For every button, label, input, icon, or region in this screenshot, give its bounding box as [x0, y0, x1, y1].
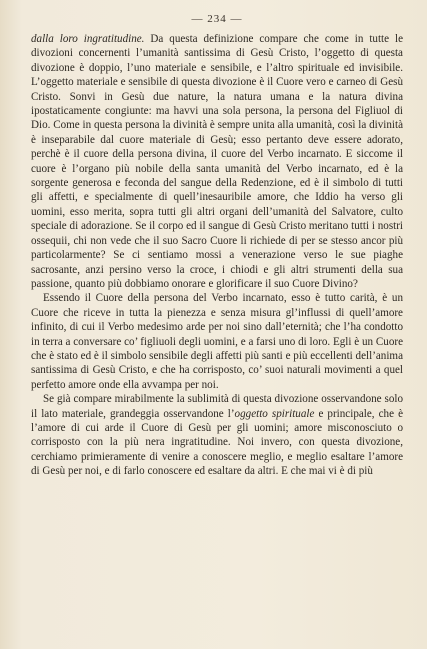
paragraph-1: [31, 32, 403, 291]
text-span: Essendo il Cuore della persona del Verbo incarnato, esso è tutto carità, è un Cuore che riceve in tutta la pienezza e senza misura gl’influssi di quell’amore infinito, di cui il Verbo medesimo arde per noi sino dall’eternità; che l’ha condotto in terra a conversare co’ figliuoli degli uomini, e a farsi uno di loro. Egli è un Cuore che è stato ed è il simbolo sensibile degli affetti più santi e più eccellenti dell’anima santissima di Gesù Cristo, e che ha corrisposto, co’ suoi naturali movimenti a quel perfetto amore onde ella avvampa per noi.: [31, 292, 403, 391]
page-number: — 234 —: [191, 13, 243, 25]
text-span: e principale, che è l’amore di cui arde il Cuore di Gesù per gli uomini; amore misconosciuto o corrisposto con la più nera ingratitudine. Noi invero, con questa divozione, cerchiamo primieramente di venire a conoscere meglio, e meglio esaltare l’amore di Gesù per noi, e di farlo conoscere ed esaltare da altri. E che mai vi è di più: [31, 407, 403, 478]
paragraph-2: [31, 291, 403, 392]
body-text: [31, 32, 403, 479]
text-span: dalla loro ingratitudine.: [31, 33, 145, 45]
paragraph-3: [31, 392, 403, 478]
text-span: Da questa definizione compare che come in tutte le divozioni concernenti l’umanità santissima di Gesù Cristo, l’oggetto di questa divozione è doppio, l’uno materiale e sensibile, e l’altro spirituale ed invisibile. L’oggetto materiale e sensibile di questa divozione è il Cuore vero e carneo di Gesù Cristo. Sonvi in Gesù due nature, la natura umana e la natura divina ipostaticamente congiunte: ma havvi una sola persona, la persona del Figliuol di Dio. Come in questa persona la divinità è sempre unita alla umanità, così la divinità è inseparabile dal cuore materiale di Gesù; esso pertanto deve essere adorato, perchè è il cuore della persona divina, il cuore del Verbo incarnato. E siccome il cuore è l’organo più nobile della santa umanità del Verbo incarnato, ed è la sorgente generosa e feconda del sangue della Redenzione, ed è il simbolo di tutti gli affetti, e specialmente di quell’inesauribile amore, che Iddio ha verso gli uomini, esso merita, sopra tutti gli altri organi dell’umanità del Salvatore, culto speciale di adorazione. Se il corpo ed il sangue di Gesù Cristo meritano tutti i nostri ossequii, chi non vede che il suo Sacro Cuore li richiede di per se stesso ancor più particolarmente? Se ci sentiamo mossi a venerazione verso le sue piaghe sacrosante, anzi persino verso la croce, i chiodi e gli altri strumenti della sua passione, quanto più dobbiamo onorare e glorificare il suo Cuore Divino?: [31, 33, 403, 290]
text-span: Se già compare mirabilmente la sublimità di questa divozione osservandone solo il lato materiale, grandeggia osservandone l’: [31, 393, 403, 420]
text-span: oggetto spirituale: [234, 407, 315, 420]
